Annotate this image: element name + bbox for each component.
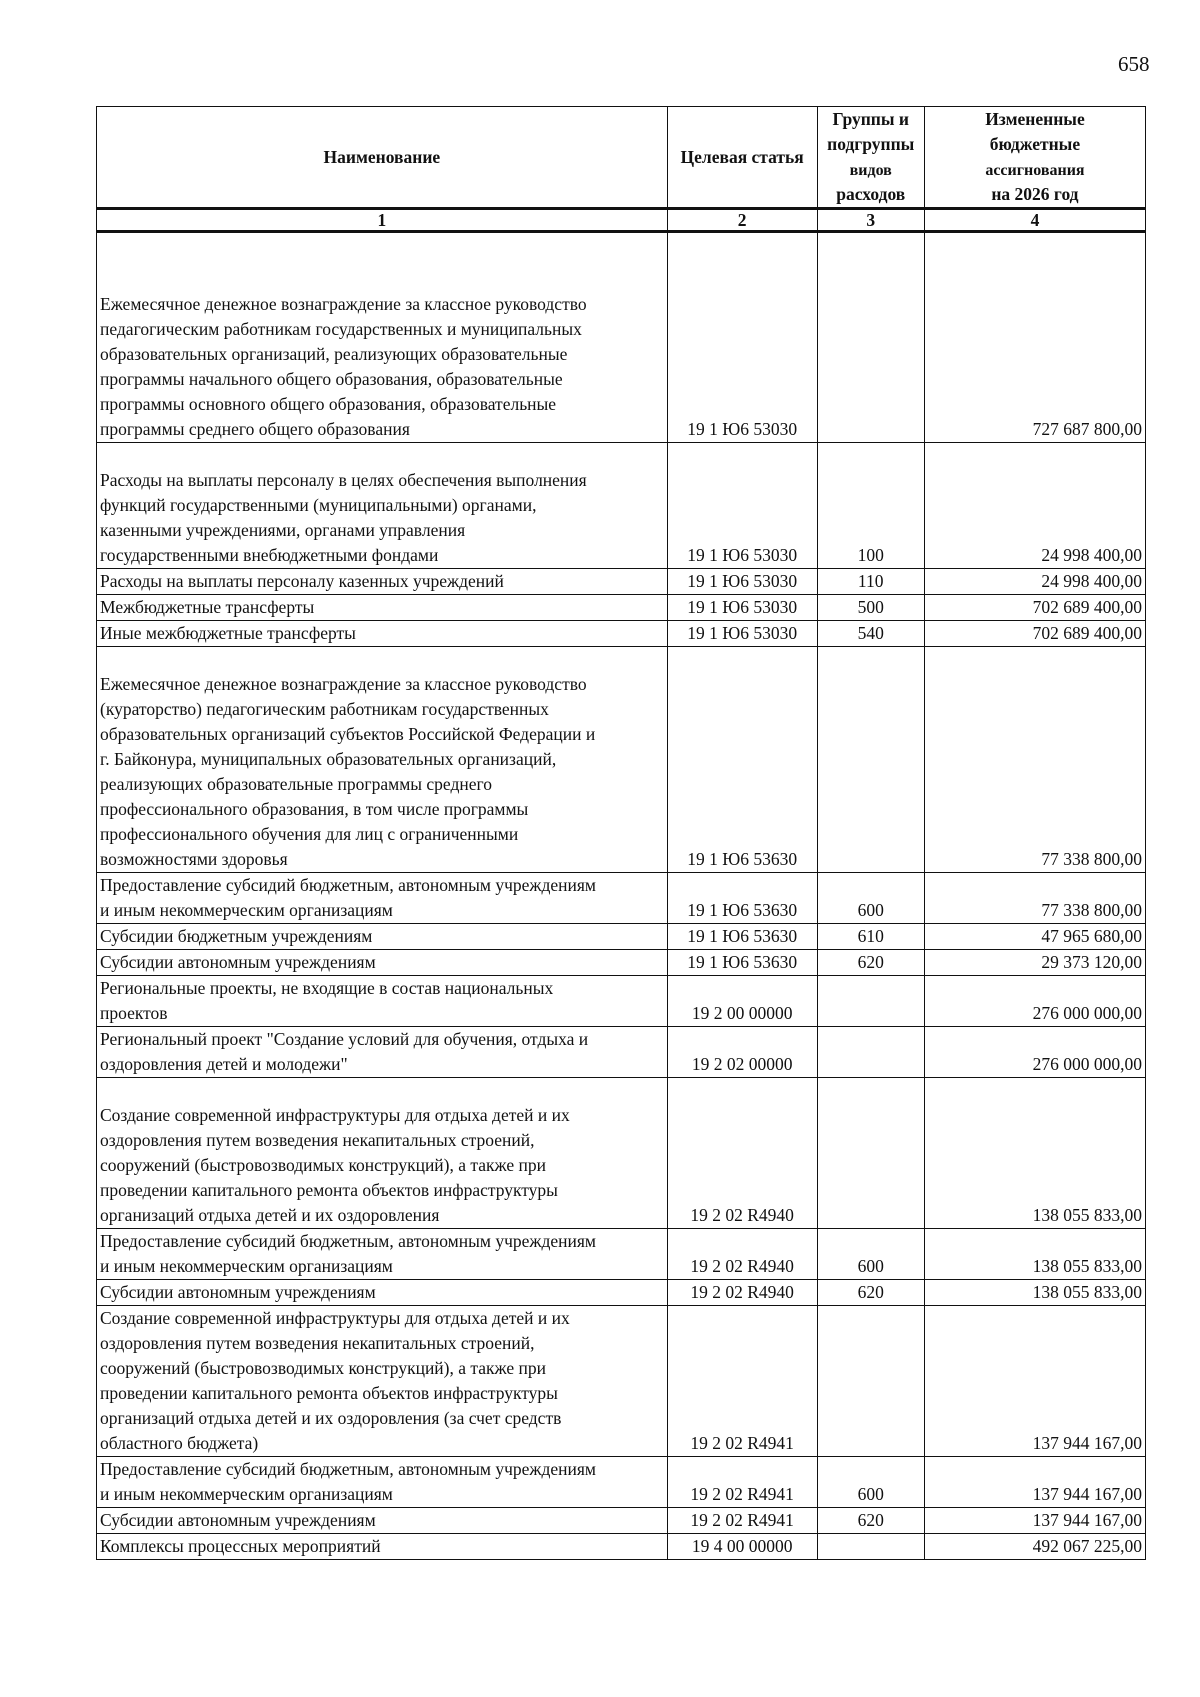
row-expense-group: 620: [817, 950, 924, 976]
row-name: [97, 1457, 668, 1508]
row-expense-group: [817, 1027, 924, 1078]
row-amount: 47 965 680,00: [924, 924, 1145, 950]
row-name: [97, 443, 668, 569]
row-expense-group: 110: [817, 569, 924, 595]
row-name-line: организаций отдыха детей и их оздоровления (за счет средств: [100, 1408, 562, 1428]
table-row: [97, 1078, 1146, 1229]
row-amount: 24 998 400,00: [924, 443, 1145, 569]
row-name: [97, 647, 668, 873]
row-expense-group: 600: [817, 873, 924, 924]
row-expense-group: 540: [817, 621, 924, 647]
table-row: [97, 1457, 1146, 1508]
row-name-line: сооружений (быстровозводимых конструкций), а также при: [100, 1358, 547, 1378]
page-number: 658: [1118, 52, 1150, 76]
row-name-line: оздоровления путем возведения некапитальных строений,: [100, 1333, 535, 1353]
row-leading-space: [100, 1078, 664, 1103]
row-name-line: Создание современной инфраструктуры для отдыха детей и их: [100, 1105, 570, 1125]
row-name-line: Предоставление субсидий бюджетным, автономным учреждениям: [100, 875, 597, 895]
row-target-article: 19 2 02 R4941: [667, 1508, 817, 1534]
row-name: [97, 569, 668, 595]
row-expense-group: [817, 976, 924, 1027]
row-name-line: образовательных организаций, реализующих образовательные: [100, 344, 568, 364]
header-expense-groups-line: расходов: [836, 184, 906, 204]
row-target-article: 19 2 02 R4940: [667, 1280, 817, 1306]
spacer-row: [97, 232, 1146, 268]
row-target-article: 19 2 02 00000: [667, 1027, 817, 1078]
row-expense-group: 610: [817, 924, 924, 950]
header-expense-groups-line: видов: [849, 162, 892, 179]
table-row: [97, 976, 1146, 1027]
row-name-line: проектов: [100, 1003, 168, 1023]
table-row: [97, 647, 1146, 873]
row-amount: 137 944 167,00: [924, 1306, 1145, 1457]
row-name: [97, 595, 668, 621]
table-row: [97, 924, 1146, 950]
row-expense-group: 500: [817, 595, 924, 621]
header-expense-groups: [817, 107, 924, 209]
header-target-article: Целевая статья: [667, 107, 817, 209]
header-expense-groups-line: подгруппы: [827, 134, 915, 154]
row-amount: 276 000 000,00: [924, 976, 1145, 1027]
row-target-article: 19 1 Ю6 53030: [667, 267, 817, 443]
row-name-line: Субсидии автономным учреждениям: [100, 1510, 376, 1530]
table-row: [97, 443, 1146, 569]
header-allocations-line: на 2026 год: [991, 184, 1079, 204]
row-target-article: 19 1 Ю6 53030: [667, 443, 817, 569]
row-expense-group: [817, 1534, 924, 1560]
row-name: [97, 621, 668, 647]
row-expense-group: [817, 647, 924, 873]
row-target-article: 19 1 Ю6 53630: [667, 950, 817, 976]
row-name-line: Расходы на выплаты персоналу казенных учреждений: [100, 571, 504, 591]
row-amount: 29 373 120,00: [924, 950, 1145, 976]
row-name-line: Субсидии автономным учреждениям: [100, 1282, 376, 1302]
row-expense-group: [817, 1078, 924, 1229]
row-name-line: Ежемесячное денежное вознаграждение за классное руководство: [100, 294, 587, 314]
table-row: [97, 873, 1146, 924]
row-target-article: 19 1 Ю6 53630: [667, 873, 817, 924]
row-leading-space: [100, 443, 664, 468]
table-row: [97, 1534, 1146, 1560]
row-expense-group: [817, 267, 924, 443]
row-name-line: оздоровления детей и молодежи": [100, 1054, 348, 1074]
row-expense-group: 100: [817, 443, 924, 569]
row-amount: 137 944 167,00: [924, 1508, 1145, 1534]
row-amount: 702 689 400,00: [924, 595, 1145, 621]
table-row: [97, 267, 1146, 443]
row-leading-space: [100, 647, 664, 672]
row-name-line: Субсидии автономным учреждениям: [100, 952, 376, 972]
row-target-article: 19 1 Ю6 53030: [667, 621, 817, 647]
row-name-line: Комплексы процессных мероприятий: [100, 1536, 381, 1556]
row-name: [97, 1534, 668, 1560]
row-expense-group: 620: [817, 1280, 924, 1306]
row-name-line: профессионального обучения для лиц с ограниченными: [100, 824, 519, 844]
row-name: [97, 1306, 668, 1457]
table-row: [97, 1027, 1146, 1078]
row-name-line: организаций отдыха детей и их оздоровления: [100, 1205, 440, 1225]
header-allocations: [924, 107, 1145, 209]
row-expense-group: 600: [817, 1229, 924, 1280]
row-name-line: Предоставление субсидий бюджетным, автономным учреждениям: [100, 1231, 597, 1251]
row-target-article: 19 1 Ю6 53030: [667, 595, 817, 621]
row-expense-group: 620: [817, 1508, 924, 1534]
row-target-article: 19 1 Ю6 53630: [667, 924, 817, 950]
row-name-line: программы основного общего образования, образовательные: [100, 394, 557, 414]
header-row: [97, 107, 1146, 209]
row-target-article: 19 4 00 00000: [667, 1534, 817, 1560]
row-name-line: Ежемесячное денежное вознаграждение за классное руководство: [100, 674, 587, 694]
row-amount: 138 055 833,00: [924, 1078, 1145, 1229]
header-name: Наименование: [97, 107, 668, 209]
row-amount: 727 687 800,00: [924, 267, 1145, 443]
row-name-line: реализующих образовательные программы среднего: [100, 774, 492, 794]
column-number: 2: [667, 209, 817, 232]
row-amount: 24 998 400,00: [924, 569, 1145, 595]
row-amount: 138 055 833,00: [924, 1280, 1145, 1306]
row-name-line: и иным некоммерческим организациям: [100, 900, 393, 920]
column-number: 3: [817, 209, 924, 232]
header-expense-groups-line: Группы и: [832, 109, 910, 129]
table-row: [97, 1229, 1146, 1280]
table-body: [97, 267, 1146, 1560]
row-name-line: областного бюджета): [100, 1433, 259, 1453]
row-amount: 702 689 400,00: [924, 621, 1145, 647]
column-number: 4: [924, 209, 1145, 232]
row-name-line: программы начального общего образования, образовательные: [100, 369, 563, 389]
row-name-line: проведении капитального ремонта объектов инфраструктуры: [100, 1383, 558, 1403]
row-name-line: и иным некоммерческим организациям: [100, 1256, 393, 1276]
row-target-article: 19 2 02 R4940: [667, 1229, 817, 1280]
row-name: [97, 924, 668, 950]
row-name-line: (кураторство) педагогическим работникам государственных: [100, 699, 549, 719]
row-name-line: оздоровления путем возведения некапитальных строений,: [100, 1130, 535, 1150]
budget-table: [96, 106, 1146, 1560]
row-name-line: государственными внебюджетными фондами: [100, 545, 439, 565]
row-name: [97, 976, 668, 1027]
row-expense-group: [817, 1306, 924, 1457]
row-target-article: 19 2 02 R4941: [667, 1306, 817, 1457]
table-row: [97, 1306, 1146, 1457]
row-name-line: Региональные проекты, не входящие в состав национальных: [100, 978, 554, 998]
row-target-article: 19 1 Ю6 53630: [667, 647, 817, 873]
header-allocations-line: Измененные: [985, 109, 1085, 129]
table-row: [97, 1508, 1146, 1534]
row-amount: 137 944 167,00: [924, 1457, 1145, 1508]
row-amount: 77 338 800,00: [924, 873, 1145, 924]
column-number: 1: [97, 209, 668, 232]
row-name-line: Межбюджетные трансферты: [100, 597, 315, 617]
row-amount: 138 055 833,00: [924, 1229, 1145, 1280]
row-name-line: Создание современной инфраструктуры для отдыха детей и их: [100, 1308, 570, 1328]
row-name-line: возможностями здоровья: [100, 849, 288, 869]
row-leading-space: [100, 267, 664, 292]
row-name-line: программы среднего общего образования: [100, 419, 410, 439]
row-target-article: 19 2 02 R4940: [667, 1078, 817, 1229]
header-allocations-line: бюджетные: [989, 134, 1081, 154]
row-name-line: педагогическим работникам государственных и муниципальных: [100, 319, 582, 339]
row-name: [97, 950, 668, 976]
row-name-line: казенными учреждениями, органами управления: [100, 520, 466, 540]
table-row: [97, 595, 1146, 621]
row-name: [97, 1229, 668, 1280]
row-expense-group: 600: [817, 1457, 924, 1508]
row-name: [97, 1280, 668, 1306]
row-name-line: сооружений (быстровозводимых конструкций), а также при: [100, 1155, 547, 1175]
row-name-line: Субсидии бюджетным учреждениям: [100, 926, 373, 946]
row-name-line: образовательных организаций субъектов Российской Федерации и: [100, 724, 596, 744]
row-name-line: г. Байконура, муниципальных образовательных организаций,: [100, 749, 557, 769]
row-name: [97, 1027, 668, 1078]
row-name-line: проведении капитального ремонта объектов инфраструктуры: [100, 1180, 558, 1200]
table-row: [97, 569, 1146, 595]
row-name-line: профессионального образования, в том числе программы: [100, 799, 529, 819]
row-amount: 276 000 000,00: [924, 1027, 1145, 1078]
row-name-line: Региональный проект "Создание условий для обучения, отдыха и: [100, 1029, 589, 1049]
table-row: [97, 950, 1146, 976]
table-row: [97, 621, 1146, 647]
row-name-line: функций государственными (муниципальными) органами,: [100, 495, 537, 515]
row-name: [97, 873, 668, 924]
row-name-line: Расходы на выплаты персоналу в целях обеспечения выполнения: [100, 470, 587, 490]
row-target-article: 19 2 02 R4941: [667, 1457, 817, 1508]
row-name-line: и иным некоммерческим организациям: [100, 1484, 393, 1504]
row-target-article: 19 1 Ю6 53030: [667, 569, 817, 595]
row-name: [97, 1508, 668, 1534]
row-amount: 492 067 225,00: [924, 1534, 1145, 1560]
table-row: [97, 1280, 1146, 1306]
header-allocations-line: ассигнования: [985, 162, 1085, 179]
row-amount: 77 338 800,00: [924, 647, 1145, 873]
row-name: [97, 267, 668, 443]
column-number-row: [97, 209, 1146, 232]
row-name: [97, 1078, 668, 1229]
row-name-line: Иные межбюджетные трансферты: [100, 623, 356, 643]
row-name-line: Предоставление субсидий бюджетным, автономным учреждениям: [100, 1459, 597, 1479]
row-target-article: 19 2 00 00000: [667, 976, 817, 1027]
